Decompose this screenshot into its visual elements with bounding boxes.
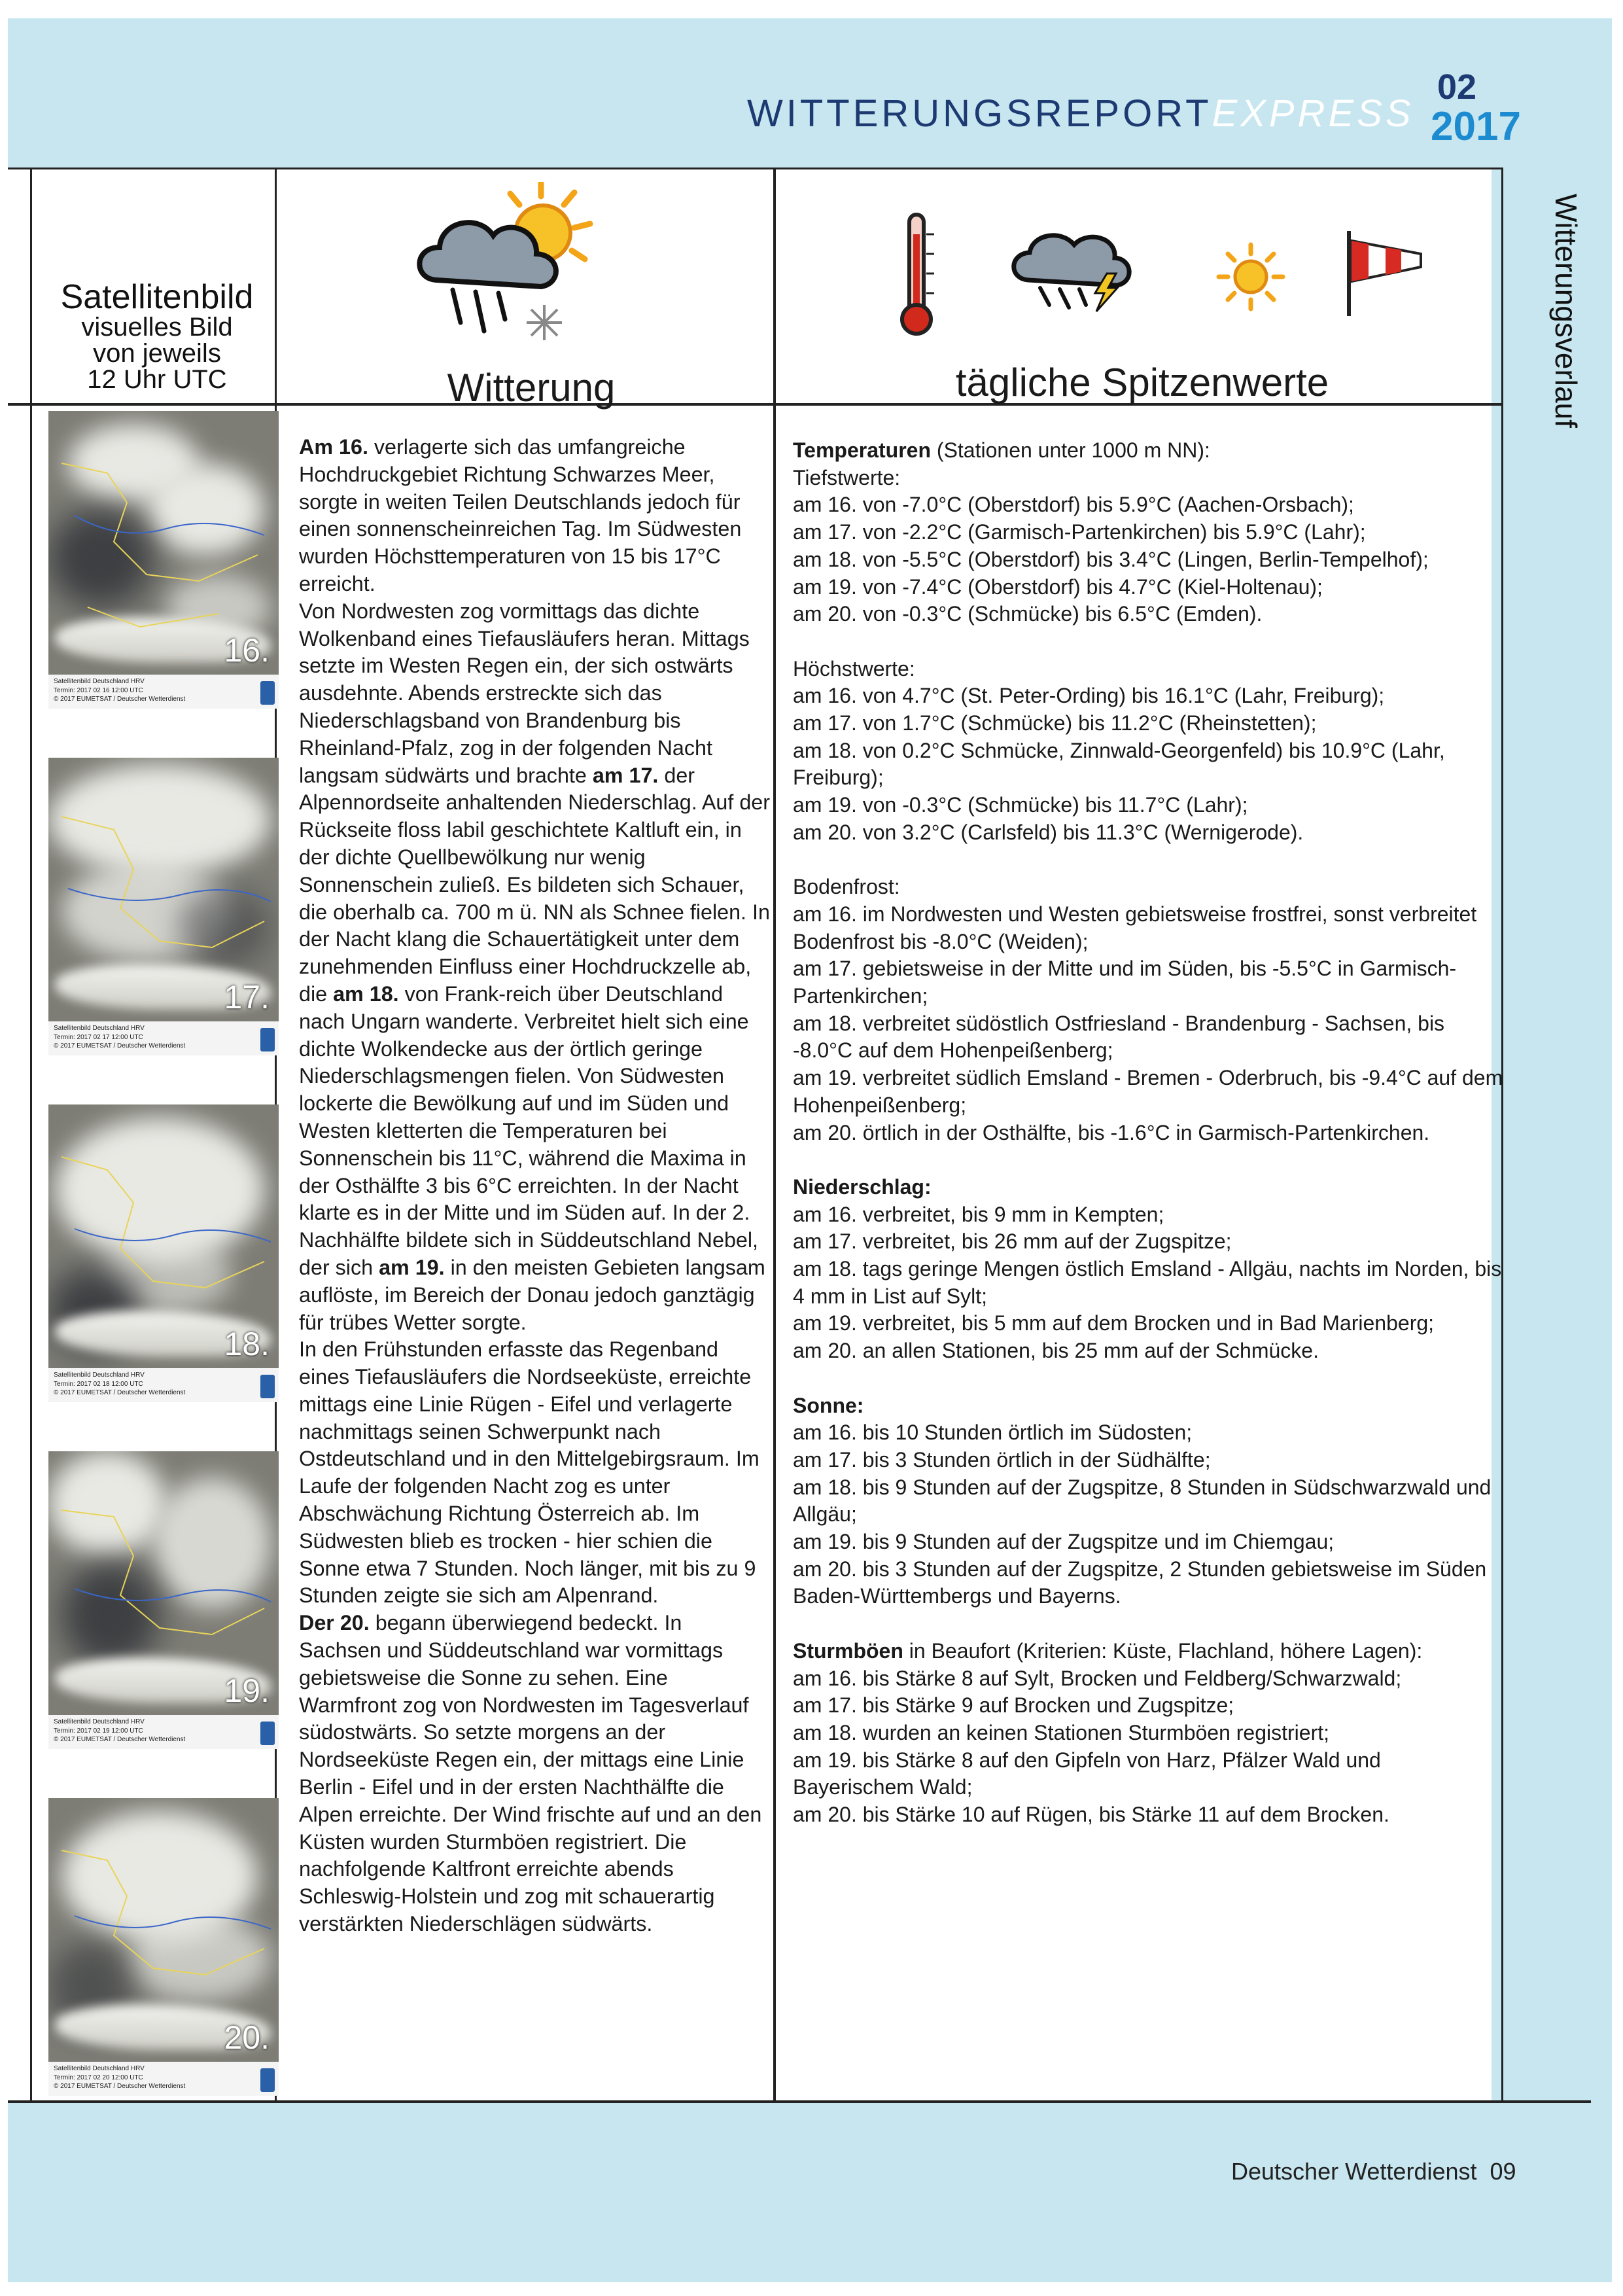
values-line: am 16. bis 10 Stunden örtlich im Südosten; bbox=[793, 1421, 1193, 1445]
weather-text-run: Von Nordwesten zog vormittags das dichte Wolkenband eines Tiefausläufers heran. Mittags setzte im Westen Regen ein, der sich ostwärts ausdehnte. Abends erstreckte sich das Niederschlagsband von Brandenburg bis Rheinland-Pfalz, zog in der folgenden Nacht langsam südwärts und brachte bbox=[299, 599, 750, 787]
satellite-subtitle-1: visuelles Bild bbox=[81, 313, 233, 342]
dwd-logo bbox=[260, 1722, 275, 1745]
dwd-logo bbox=[260, 681, 275, 705]
satellite-image bbox=[48, 758, 279, 1055]
weather-paragraph bbox=[299, 1336, 770, 1610]
values-section-heading bbox=[793, 437, 1506, 465]
sun-icon bbox=[1215, 241, 1287, 313]
values-section bbox=[793, 437, 1506, 628]
values-column-title: tägliche Spitzenwerte bbox=[955, 361, 1329, 404]
satellite-date: 20. bbox=[224, 2019, 270, 2056]
values-line: am 17. verbreitet, bis 26 mm auf der Zugspitze; bbox=[793, 1229, 1232, 1254]
values-section-heading bbox=[793, 1392, 1506, 1420]
weather-day-marker: Am 16. bbox=[299, 435, 368, 459]
values-line: am 20. an allen Stationen, bis 25 mm auf der Schmücke. bbox=[793, 1339, 1319, 1363]
values-line: am 18. bis 9 Stunden auf der Zugspitze, 8 Stunden in Südschwarzwald und Allgäu; bbox=[793, 1475, 1492, 1527]
values-subheading: Bodenfrost: bbox=[793, 875, 900, 899]
values-line: am 20. von -0.3°C (Schmücke) bis 6.5°C (Emden). bbox=[793, 602, 1263, 626]
weather-column-title: Witterung bbox=[447, 366, 616, 410]
satellite-date: 18. bbox=[224, 1326, 270, 1362]
values-heading-rest: in Beaufort (Kriterien: Küste, Flachland, höhere Lagen): bbox=[903, 1638, 1423, 1663]
issue-number: 02 bbox=[1437, 67, 1477, 107]
satellite-caption: Satellitenbild Deutschland HRV Termin: 2017 02 17 12:00 UTC © 2017 EUMETSAT / Deutscher Wetterdienst bbox=[48, 1021, 279, 1055]
report-title-express: EXPRESS bbox=[1212, 92, 1414, 135]
dwd-logo bbox=[260, 2068, 275, 2092]
satellite-column-header bbox=[35, 280, 279, 393]
weather-text-run: in den meisten Gebieten langsam auflöste, im Bereich der Donau jedoch ganztägig für trübes Wetter sorgte. bbox=[299, 1255, 765, 1334]
values-section bbox=[793, 656, 1506, 847]
weather-paragraph bbox=[299, 1610, 770, 1938]
values-line: am 17. bis 3 Stunden örtlich in der Südhälfte; bbox=[793, 1447, 1211, 1472]
satellite-date: 19. bbox=[224, 1672, 270, 1709]
values-section bbox=[793, 874, 1506, 1146]
footer-publisher: Deutscher Wetterdienst bbox=[1231, 2158, 1477, 2185]
satellite-title: Satellitenbild bbox=[60, 278, 254, 316]
values-line: am 16. bis Stärke 8 auf Sylt, Brocken und Feldberg/Schwarzwald; bbox=[793, 1666, 1402, 1690]
values-line: am 16. im Nordwesten und Westen gebietsweise frostfrei, sonst verbreitet Bodenfrost bis -8.0°C (Weiden); bbox=[793, 902, 1477, 953]
dwd-logo bbox=[260, 1028, 275, 1051]
weather-day-marker: am 18. bbox=[333, 981, 399, 1006]
satellite-caption: Satellitenbild Deutschland HRV Termin: 2017 02 20 12:00 UTC © 2017 EUMETSAT / Deutscher Wetterdienst bbox=[48, 2062, 279, 2096]
satellite-date: 17. bbox=[224, 979, 270, 1016]
satellite-date: 16. bbox=[224, 632, 270, 669]
weather-day-marker: Der 20. bbox=[299, 1611, 370, 1635]
header-top-rule bbox=[8, 168, 1503, 169]
weather-text-run: begann überwiegend bedeckt. In Sachsen und Süddeutschland war vormittags gebietsweise die Sonne zu sehen. Eine Warmfront zog von Nordwesten im Tagesverlauf südostwärts. So setzte morgens an der Nordseeküste Regen ein, der mittags eine Linie Berlin - Eifel und in der ersten Nachthälfte die Alpen erreichte. Der Wind frischte auf und an den Küsten wurden Sturmböen registriert. Die nachfolgende Kaltfront erreichte abends Schleswig-Holstein und zog mit schauerartig verstärkten Niederschlägen südwärts. bbox=[299, 1611, 762, 1936]
weather-text-run: der Alpennordseite anhaltenden Niederschlag. Auf der Rückseite floss labil geschichtete Kaltluft ein, in der dichte Quellbewölkung nur wenig Sonnenschein zuließ. Es bildeten sich Schauer, die oberhalb ca. 700 m ü. NN als Schnee fielen. In der Nacht klang die Schauertätigkeit unter dem zunehmenden Einfluss einer Hochdruckzelle ab, die bbox=[299, 763, 771, 1006]
values-line: am 17. von 1.7°C (Schmücke) bis 11.2°C (Rheinstetten); bbox=[793, 711, 1317, 735]
weather-day-marker: am 17. bbox=[592, 763, 659, 787]
values-heading-bold: Niederschlag: bbox=[793, 1174, 932, 1199]
weather-text-run: In den Frühstunden erfasste das Regenband eines Tiefausläufers die Nordseeküste, erreichte mittags eine Linie Rügen - Eifel und verlagerte nachmittags seinen Schwerpunkt nach Ostdeutschland und in den Mittelgebirgsraum. Im Laufe der folgenden Nacht zog es unter Abschwächung Richtung Österreich ab. Im Südwesten blieb es trocken - hier schien die Sonne etwa 7 Stunden. Noch länger, mit bis zu 9 Stunden zeigte sie sich am Alpenrand. bbox=[299, 1337, 759, 1608]
values-line: am 19. verbreitet südlich Emsland - Bremen - Oderbruch, bis -9.4°C auf dem Hohenpeißenberg; bbox=[793, 1066, 1503, 1117]
values-line: am 20. bis 3 Stunden auf der Zugspitze, 2 Stunden gebietsweise im Süden Baden-Württembergs und Bayerns. bbox=[793, 1557, 1487, 1608]
weather-description bbox=[299, 434, 770, 1938]
satellite-subtitle-3: 12 Uhr UTC bbox=[87, 365, 227, 394]
weather-paragraph bbox=[299, 434, 770, 598]
values-section bbox=[793, 1174, 1506, 1365]
thermometer-icon bbox=[898, 208, 943, 339]
satellite-caption: Satellitenbild Deutschland HRV Termin: 2017 02 16 12:00 UTC © 2017 EUMETSAT / Deutscher Wetterdienst bbox=[48, 675, 279, 709]
weather-text-run: von Frank-reich über Deutschland nach Ungarn wanderte. Verbreitet hielt sich eine dichte Wolkendecke aus der örtlich geringe Niederschlagsmengen fielen. Von Südwesten lockerte die Bewölkung auf und im Süden und Westen kletterten die Temperaturen bei Sonnenschein bis 11°C, während die Maxima in der Osthälfte 3 bis 6°C erreichten. In der Nacht klarte es in der Mitte und im Süden auf. In der 2. Nachhälfte bildete sich in Süddeutschland Nebel, der sich bbox=[299, 981, 759, 1279]
weather-paragraph bbox=[299, 598, 770, 1337]
satellite-subtitle-2: von jeweils bbox=[93, 339, 221, 368]
windsock-icon bbox=[1336, 228, 1434, 319]
issue-year: 2017 bbox=[1431, 104, 1521, 149]
page-footer bbox=[1231, 2158, 1516, 2185]
footer-page-number: 09 bbox=[1490, 2158, 1516, 2185]
values-line: am 19. verbreitet, bis 5 mm auf dem Brocken und in Bad Marienberg; bbox=[793, 1311, 1435, 1335]
dwd-logo bbox=[260, 1375, 275, 1398]
values-line: am 20. örtlich in der Osthälfte, bis -1.6°C in Garmisch-Partenkirchen. bbox=[793, 1120, 1430, 1144]
values-subheading: Tiefstwerte: bbox=[793, 465, 901, 489]
values-line: am 17. bis Stärke 9 auf Brocken und Zugspitze; bbox=[793, 1693, 1234, 1718]
values-line: am 18. tags geringe Mengen östlich Emsland - Allgäu, nachts im Norden, bis 4 mm in List auf Sylt; bbox=[793, 1257, 1502, 1308]
values-line: am 19. bis 9 Stunden auf der Zugspitze und im Chiemgau; bbox=[793, 1530, 1335, 1554]
values-line: am 18. von -5.5°C (Oberstdorf) bis 3.4°C (Lingen, Berlin-Tempelhof); bbox=[793, 547, 1429, 571]
values-line: am 16. von 4.7°C (St. Peter-Ording) bis 16.1°C (Lahr, Freiburg); bbox=[793, 684, 1385, 708]
weather-day-marker: am 19. bbox=[379, 1255, 445, 1279]
values-heading-bold: Temperaturen bbox=[793, 438, 932, 462]
satellite-image bbox=[48, 1451, 279, 1749]
report-title-main: WITTERUNGSREPORT bbox=[747, 92, 1212, 135]
values-line: am 19. bis Stärke 8 auf den Gipfeln von Harz, Pfälzer Wald und Bayerischem Wald; bbox=[793, 1748, 1381, 1799]
column-divider-3 bbox=[773, 168, 776, 2102]
thunderstorm-cloud-icon bbox=[1009, 228, 1140, 313]
weather-text-run: verlagerte sich das umfangreiche Hochdruckgebiet Richtung Schwarzes Meer, sorgte in weiten Teilen Deutschlands jedoch für einen sonnenscheinreichen Tag. Im Südwesten wurden Höchsttemperaturen von 15 bis 17°C erreicht. bbox=[299, 435, 742, 595]
values-line: am 19. von -0.3°C (Schmücke) bis 11.7°C (Lahr); bbox=[793, 793, 1248, 817]
column-divider-1 bbox=[30, 168, 32, 2102]
values-line: am 18. von 0.2°C Schmücke, Zinnwald-Georgenfeld) bis 10.9°C (Lahr, Freiburg); bbox=[793, 738, 1445, 790]
values-heading-bold: Sturmböen bbox=[793, 1638, 903, 1663]
page-frame bbox=[8, 18, 1612, 2282]
values-heading-rest: (Stationen unter 1000 m NN): bbox=[931, 438, 1210, 462]
bottom-rule bbox=[8, 2100, 1591, 2103]
side-label: Witterungsverlauf bbox=[1549, 194, 1583, 428]
values-section bbox=[793, 1638, 1506, 1829]
values-section-heading bbox=[793, 1174, 1506, 1201]
values-line: am 19. von -7.4°C (Oberstdorf) bis 4.7°C (Kiel-Holtenau); bbox=[793, 574, 1323, 599]
values-line: am 17. gebietsweise in der Mitte und im Süden, bis -5.5°C in Garmisch-Partenkirchen; bbox=[793, 957, 1457, 1008]
satellite-image bbox=[48, 1104, 279, 1402]
values-section bbox=[793, 1392, 1506, 1611]
values-subheading: Höchstwerte: bbox=[793, 656, 915, 680]
values-line: am 20. bis Stärke 10 auf Rügen, bis Stärke 11 auf dem Brocken. bbox=[793, 1803, 1389, 1827]
values-line: am 16. verbreitet, bis 9 mm in Kempten; bbox=[793, 1202, 1164, 1226]
satellite-caption: Satellitenbild Deutschland HRV Termin: 2017 02 19 12:00 UTC © 2017 EUMETSAT / Deutscher Wetterdienst bbox=[48, 1715, 279, 1749]
daily-peak-values bbox=[793, 437, 1506, 1856]
satellite-caption: Satellitenbild Deutschland HRV Termin: 2017 02 18 12:00 UTC © 2017 EUMETSAT / Deutscher Wetterdienst bbox=[48, 1368, 279, 1402]
values-line: am 18. verbreitet südöstlich Ostfriesland - Brandenburg - Sachsen, bis -8.0°C auf dem Hohenpeißenberg; bbox=[793, 1011, 1445, 1063]
values-line: am 20. von 3.2°C (Carlsfeld) bis 11.3°C (Wernigerode). bbox=[793, 820, 1304, 844]
weather-sun-cloud-snow-icon bbox=[407, 182, 597, 359]
values-line: am 18. wurden an keinen Stationen Sturmböen registriert; bbox=[793, 1720, 1330, 1744]
report-title bbox=[747, 92, 1414, 135]
satellite-image bbox=[48, 411, 279, 709]
values-line: am 17. von -2.2°C (Garmisch-Partenkirchen) bis 5.9°C (Lahr); bbox=[793, 520, 1366, 544]
values-heading-bold: Sonne: bbox=[793, 1393, 864, 1417]
values-section-heading bbox=[793, 1638, 1506, 1665]
values-line: am 16. von -7.0°C (Oberstdorf) bis 5.9°C (Aachen-Orsbach); bbox=[793, 493, 1354, 517]
satellite-image bbox=[48, 1798, 279, 2096]
